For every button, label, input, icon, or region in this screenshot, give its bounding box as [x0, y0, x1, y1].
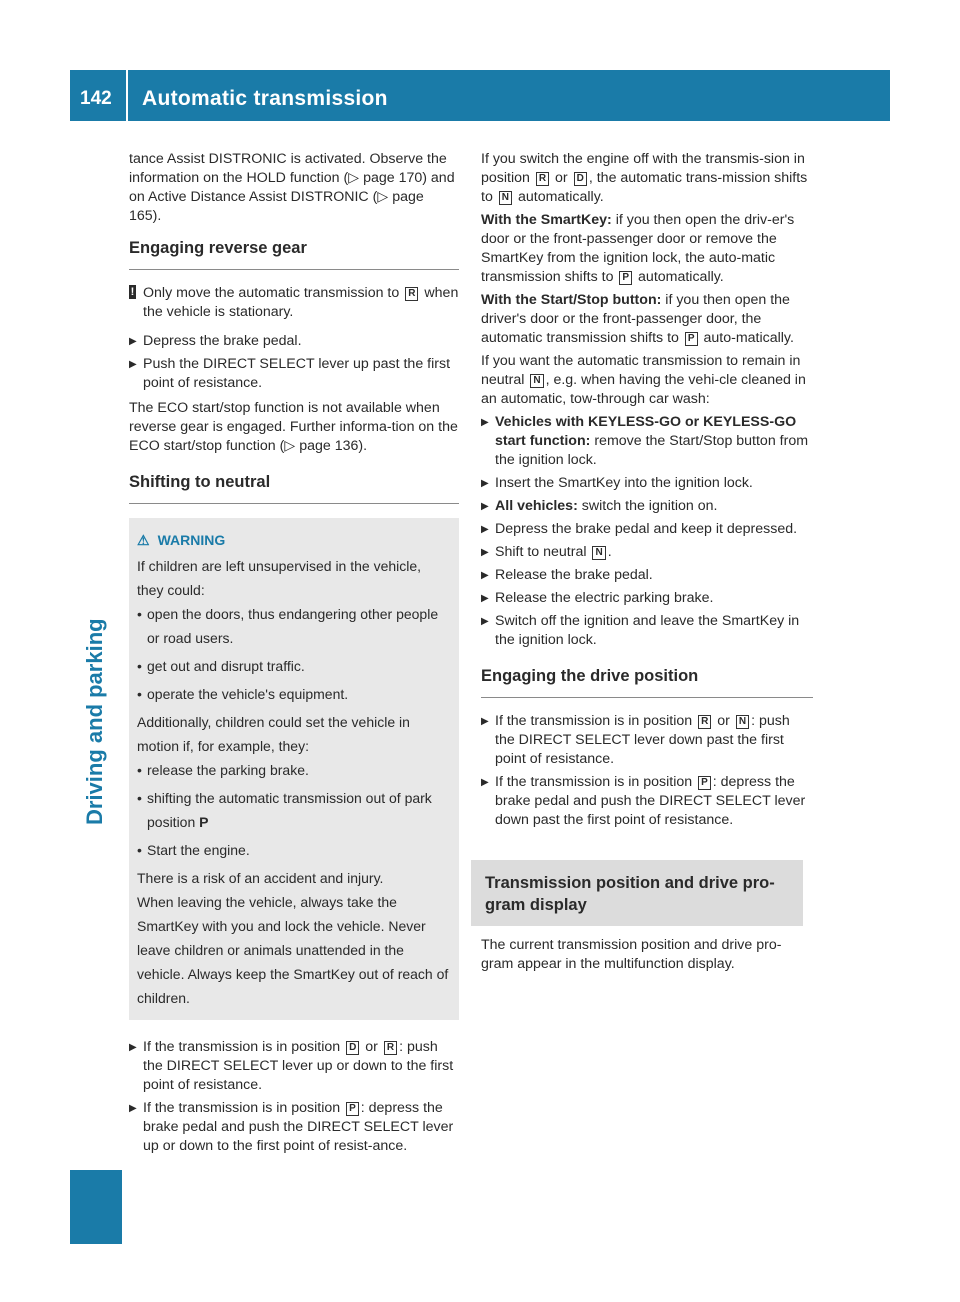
heading-drive-position: Engaging the drive position	[481, 666, 813, 698]
heading-transmission-display: Transmission position and drive pro-gram display	[471, 860, 803, 926]
warning-mid: Additionally, children could set the vehicle in motion if, for example, they:	[137, 714, 410, 754]
warning-bullet: • operate the vehicle's equipment.	[137, 682, 451, 706]
paragraph: If you switch the engine off with the transmis-sion in position R or D , the automatic trans-mission shifts to N automatically.	[481, 151, 808, 205]
step: ▶ All vehicles: switch the ignition on.	[481, 497, 813, 516]
page-title: Automatic transmission	[142, 87, 388, 110]
page-number: 142	[80, 88, 112, 109]
warning-triangle-icon: ⚠	[137, 532, 150, 548]
warning-intro: If children are left unsupervised in the vehicle, they could:	[137, 558, 422, 598]
step: ▶ Depress the brake pedal and keep it depressed.	[481, 520, 813, 539]
warning-advice: When leaving the vehicle, always take the SmartKey with you and lock the vehicle. Never leave children or animals unattended in the vehicle. Always keep the SmartKey out of reach of children.	[137, 894, 449, 1006]
page-header	[70, 70, 890, 121]
step: ▶ Push the DIRECT SELECT lever up past the first point of resistance.	[129, 355, 459, 393]
step: ▶ Depress the brake pedal.	[129, 332, 459, 351]
step: ▶ If the transmission is in position D or R : push the DIRECT SELECT lever up or down to the first point of resistance.	[129, 1038, 459, 1095]
warning-bullet: • Start the engine.	[137, 838, 451, 862]
intro-text: tance Assist DISTRONIC is activated. Observe the information on the HOLD function (▷ page 170) and on Active Distance Assist DISTRONIC (▷ page 165).	[129, 151, 455, 224]
step: ▶ Release the brake pedal.	[481, 566, 813, 585]
step: ▶ Switch off the ignition and leave the SmartKey in the ignition lock.	[481, 612, 813, 650]
paragraph: If you want the automatic transmission to remain in neutral N , e.g. when having the vehi-cle cleaned in an automatic, tow-through car wash:	[481, 353, 806, 407]
gear-key-r: R	[405, 287, 418, 301]
heading-engaging-reverse: Engaging reverse gear	[129, 238, 459, 270]
final-text: The current transmission position and drive pro-gram appear in the multifunction display.	[481, 937, 782, 972]
step: ▶ Insert the SmartKey into the ignition lock.	[481, 474, 813, 493]
side-tab-marker	[70, 1170, 122, 1244]
header-divider	[126, 70, 128, 121]
warning-risk: There is a risk of an accident and injury.	[137, 870, 384, 886]
note: ! Only move the automatic transmission to R when the vehicle is stationary.	[130, 285, 459, 320]
eco-text: The ECO start/stop function is not available when reverse gear is engaged. Further informa-tion on the ECO start/stop function (▷ page 136).	[129, 400, 458, 454]
paragraph: With the SmartKey: if you then open the driv-er's door or the front-passenger door or remove the SmartKey from the ignition lock, the auto-matic transmission shifts to P automatically.	[481, 212, 795, 285]
warning-title: ⚠ WARNING	[137, 532, 226, 548]
warning-bullet: • release the parking brake.	[137, 758, 451, 782]
step: ▶ If the transmission is in position P : depress the brake pedal and push the DIRECT SELECT lever down past the first point of resistance.	[481, 773, 813, 830]
warning-bullet: • get out and disrupt traffic.	[137, 654, 451, 678]
paragraph: With the Start/Stop button: if you then open the driver's door or the front-passenger door, the automatic transmission shifts to P auto-matically.	[481, 292, 794, 346]
step: ▶ If the transmission is in position R or N : push the DIRECT SELECT lever down past the first point of resistance.	[481, 712, 813, 769]
left-column	[129, 150, 459, 1160]
section-side-tab: Driving and parking	[82, 618, 107, 825]
step: ▶ If the transmission is in position P : depress the brake pedal and push the DIRECT SELECT lever up or down to the first point of resist-ance.	[129, 1099, 459, 1156]
warning-box	[129, 518, 459, 1020]
step: ▶ Release the electric parking brake.	[481, 589, 813, 608]
warning-bullet: • open the doors, thus endangering other people or road users.	[137, 602, 451, 650]
step: ▶ Shift to neutral N .	[481, 543, 813, 562]
right-column	[481, 150, 813, 978]
step: ▶ Vehicles with KEYLESS-GO or KEYLESS-GO start function: remove the Start/Stop button from the ignition lock.	[481, 413, 813, 470]
exclamation-icon: !	[130, 286, 135, 298]
heading-shifting-neutral: Shifting to neutral	[129, 472, 459, 504]
warning-bullet: • shifting the automatic transmission out of park position P	[137, 786, 451, 834]
